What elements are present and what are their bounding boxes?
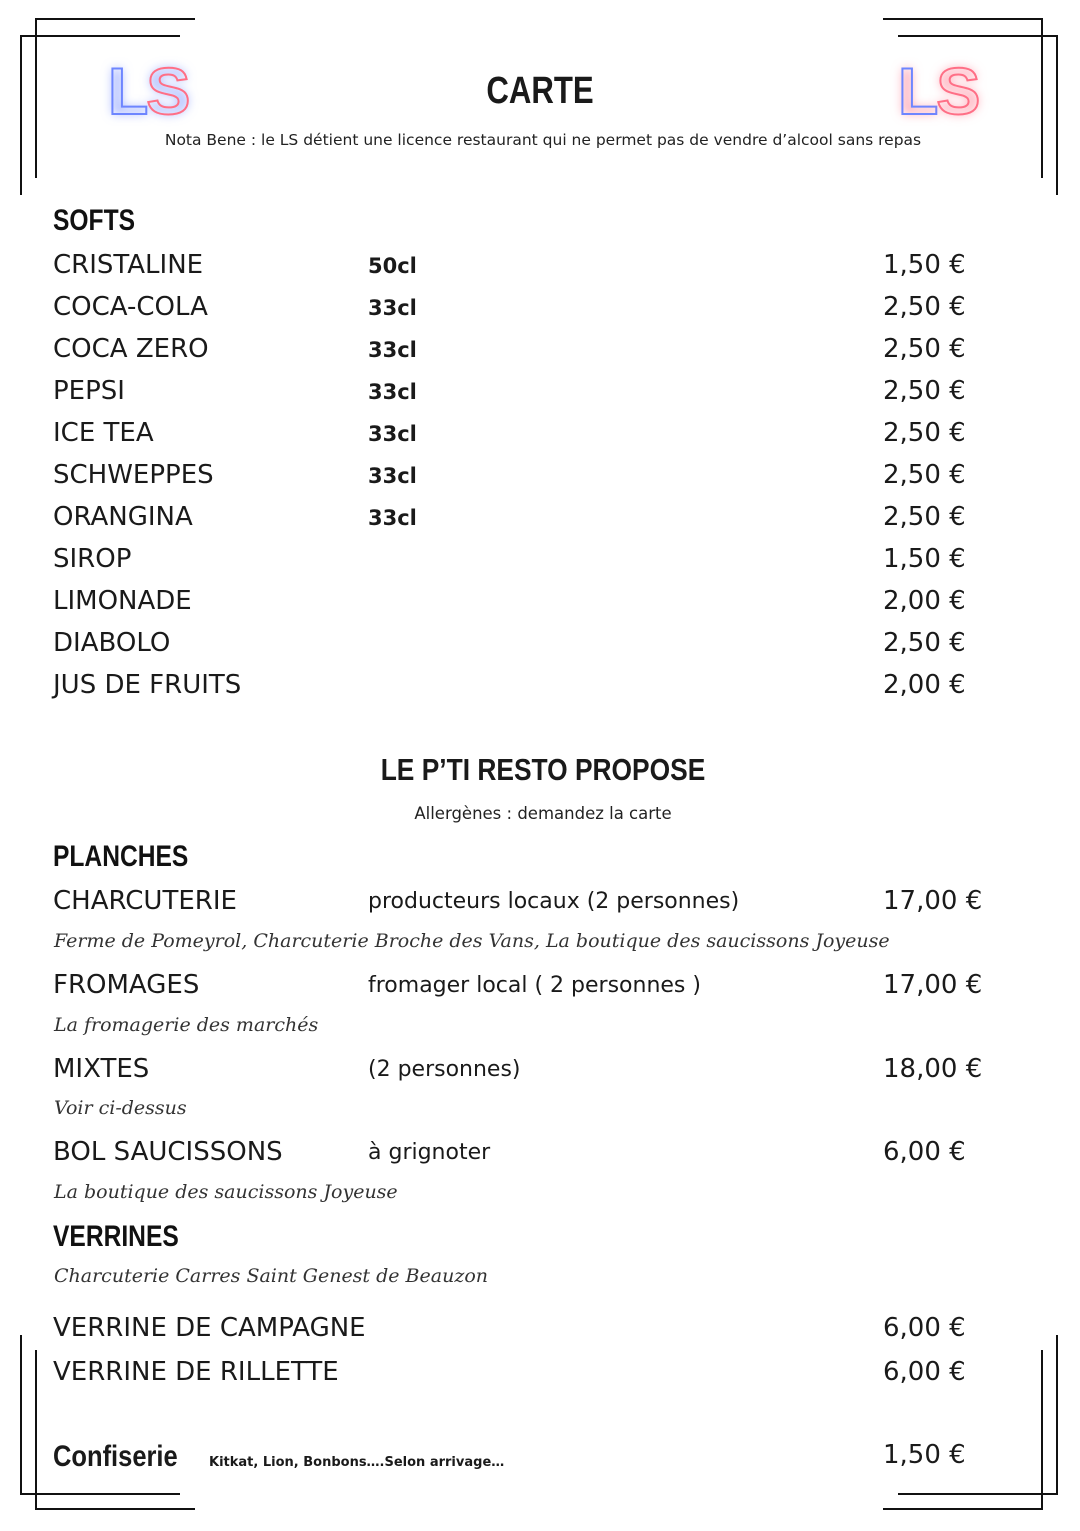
item-price: 6,00 €	[883, 1137, 966, 1167]
item-name: COCA ZERO	[53, 334, 209, 364]
logo-text: LS	[108, 54, 189, 128]
item-provenance: Voir ci-dessus	[54, 1097, 187, 1119]
item-price: 6,00 €	[883, 1313, 966, 1343]
list-item	[0, 460, 1080, 496]
item-name: PEPSI	[53, 376, 125, 406]
item-provenance: La boutique des saucissons Joyeuse	[54, 1181, 398, 1203]
list-item	[0, 502, 1080, 538]
item-volume: 33cl	[368, 380, 417, 404]
item-desc: (2 personnes)	[368, 1057, 521, 1082]
item-volume: 33cl	[368, 506, 417, 530]
item-price: 2,00 €	[883, 586, 966, 616]
item-name: MIXTES	[53, 1054, 150, 1084]
verrines-provenance: Charcuterie Carres Saint Genest de Beauzon	[54, 1265, 489, 1287]
resto-heading: LE P’TI RESTO PROPOSE	[380, 752, 706, 787]
allergens-note: Allergènes : demandez la carte	[414, 804, 672, 823]
list-item	[0, 544, 1080, 580]
confiserie-desc: Kitkat, Lion, Bonbons….Selon arrivage…	[209, 1455, 505, 1470]
list-item	[0, 376, 1080, 412]
item-desc: à grignoter	[368, 1140, 491, 1165]
item-price: 2,50 €	[883, 502, 966, 532]
item-volume: 33cl	[368, 296, 417, 320]
list-item	[0, 628, 1080, 664]
list-item	[0, 292, 1080, 328]
item-name: VERRINE DE CAMPAGNE	[53, 1313, 366, 1343]
item-price: 2,50 €	[883, 292, 966, 322]
item-name: CHARCUTERIE	[53, 886, 237, 916]
item-name: VERRINE DE RILLETTE	[53, 1357, 339, 1387]
item-price: 2,50 €	[883, 460, 966, 490]
logo-text: LS	[898, 54, 979, 128]
item-desc: producteurs locaux (2 personnes)	[368, 889, 740, 914]
list-item	[0, 1137, 1080, 1173]
item-price: 2,50 €	[883, 334, 966, 364]
item-name: SCHWEPPES	[53, 460, 214, 490]
item-volume: 33cl	[368, 422, 417, 446]
list-item	[0, 334, 1080, 370]
list-item	[0, 1054, 1080, 1090]
item-price: 2,00 €	[883, 670, 966, 700]
item-price: 2,50 €	[883, 628, 966, 658]
item-name: DIABOLO	[53, 628, 171, 658]
item-name: SIROP	[53, 544, 132, 574]
item-name: FROMAGES	[53, 970, 200, 1000]
item-provenance: Ferme de Pomeyrol, Charcuterie Broche des Vans, La boutique des saucissons Joyeuse	[54, 930, 890, 952]
item-name: COCA-COLA	[53, 292, 208, 322]
list-item	[0, 1313, 1080, 1349]
list-item	[0, 418, 1080, 454]
page-title: CARTE	[486, 70, 594, 112]
list-item	[0, 970, 1080, 1006]
item-name: ICE TEA	[53, 418, 154, 448]
item-volume: 33cl	[368, 464, 417, 488]
item-price: 17,00 €	[883, 886, 983, 916]
item-price: 2,50 €	[883, 418, 966, 448]
list-item	[0, 586, 1080, 622]
verrines-heading: VERRINES	[53, 1220, 179, 1253]
item-name: JUS DE FRUITS	[53, 670, 242, 700]
list-item	[0, 670, 1080, 706]
licence-notice: Nota Bene : le LS détient une licence restaurant qui ne permet pas de vendre d’alcool sans repas	[164, 131, 922, 149]
item-price: 17,00 €	[883, 970, 983, 1000]
item-price: 6,00 €	[883, 1357, 966, 1387]
item-volume: 33cl	[368, 338, 417, 362]
item-name: BOL SAUCISSONS	[53, 1137, 283, 1167]
list-item	[0, 886, 1080, 922]
item-price: 1,50 €	[883, 250, 966, 280]
list-item	[0, 250, 1080, 286]
item-price: 1,50 €	[883, 544, 966, 574]
confiserie-heading: Confiserie	[53, 1440, 178, 1473]
item-name: LIMONADE	[53, 586, 192, 616]
softs-heading: SOFTS	[53, 204, 136, 237]
item-desc: fromager local ( 2 personnes )	[368, 973, 701, 998]
item-name: ORANGINA	[53, 502, 193, 532]
list-item	[0, 1357, 1080, 1393]
item-price: 2,50 €	[883, 376, 966, 406]
item-provenance: La fromagerie des marchés	[54, 1014, 319, 1036]
item-volume: 50cl	[368, 254, 417, 278]
planches-heading: PLANCHES	[53, 840, 189, 873]
item-name: CRISTALINE	[53, 250, 204, 280]
item-price: 18,00 €	[883, 1054, 983, 1084]
confiserie-price: 1,50 €	[883, 1440, 966, 1470]
